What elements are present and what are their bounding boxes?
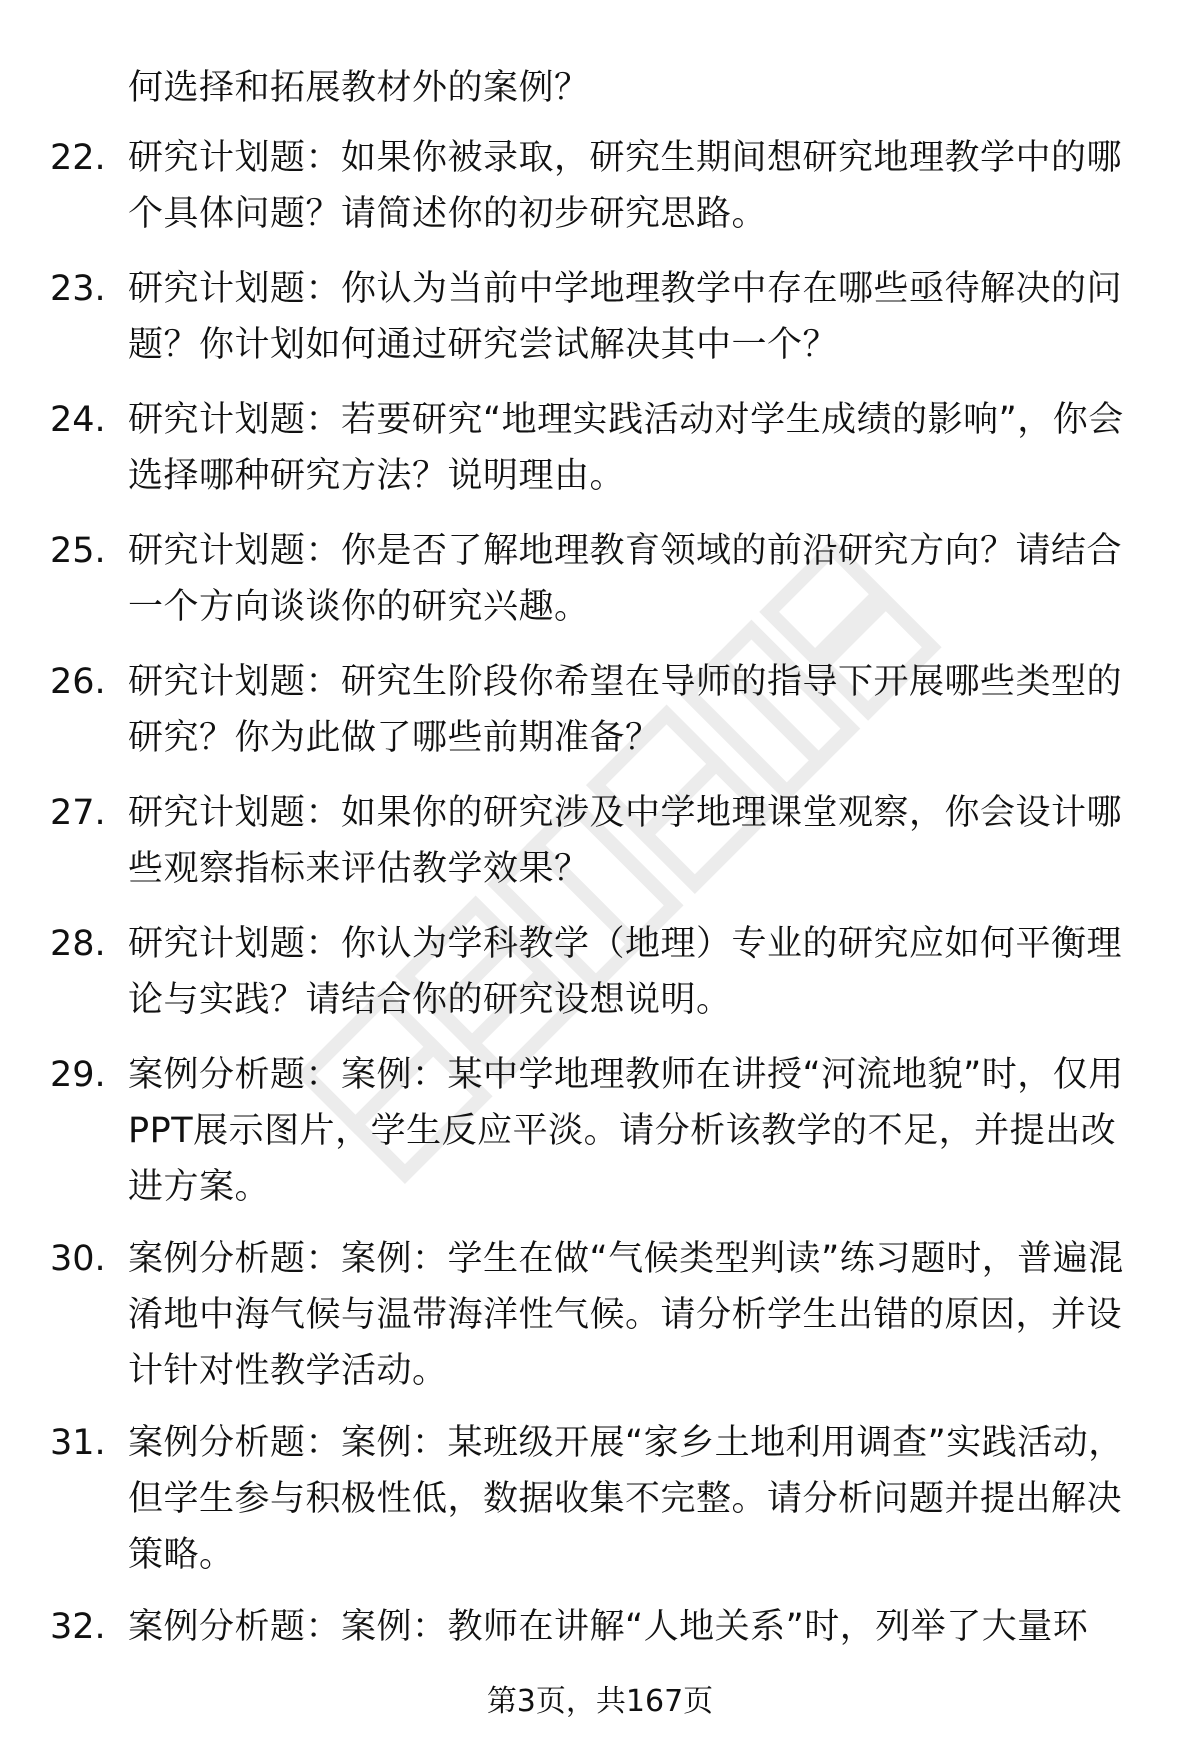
question-number: 27.: [50, 793, 106, 833]
question-text: 研究计划题：若要研究“地理实践活动对学生成绩的影响”，你会选择哪种研究方法？说明理由。: [128, 400, 1124, 496]
question-text: 研究计划题：你是否了解地理教育领域的前沿研究方向？请结合一个方向谈谈你的研究兴趣。: [128, 531, 1123, 627]
question-text: 研究计划题：你认为当前中学地理教学中存在哪些亟待解决的问题？你计划如何通过研究尝试解决其中一个？: [128, 269, 1123, 365]
question-number: 22.: [50, 138, 106, 178]
question-number: 24.: [50, 400, 106, 440]
question-number: 23.: [50, 269, 106, 309]
question-number: 30.: [50, 1239, 106, 1279]
question-number: 26.: [50, 662, 106, 702]
question-number: 28.: [50, 924, 106, 964]
question-number: 29.: [50, 1055, 106, 1095]
question-text: 案例分析题：案例：某中学地理教师在讲授“河流地貌”时，仅用PPT展示图片，学生反应平淡。请分析该教学的不足，并提出改进方案。: [128, 1055, 1124, 1207]
question-text: 研究计划题：研究生阶段你希望在导师的指导下开展哪些类型的研究？你为此做了哪些前期准备？: [128, 662, 1123, 758]
question-number: 25.: [50, 531, 106, 571]
question-text: 案例分析题：案例：教师在讲解“人地关系”时，列举了大量环: [128, 1607, 1089, 1647]
question-text: 案例分析题：案例：某班级开展“家乡土地利用调查”实践活动，但学生参与积极性低，数据收集不完整。请分析问题并提出解决策略。: [128, 1423, 1124, 1575]
question-number: 32.: [50, 1607, 106, 1647]
question-text: 案例分析题：案例：学生在做“气候类型判读”练习题时，普遍混淆地中海气候与温带海洋性气候。请分析学生出错的原因，并设计针对性教学活动。: [128, 1239, 1124, 1391]
page-number-footer: 第3页，共167页: [486, 1684, 714, 1719]
question-text: 研究计划题：你认为学科教学（地理）专业的研究应如何平衡理论与实践？请结合你的研究设想说明。: [128, 924, 1123, 1020]
question-text: 研究计划题：如果你被录取，研究生期间想研究地理教学中的哪个具体问题？请简述你的初步研究思路。: [128, 138, 1123, 234]
question-number: 31.: [50, 1423, 106, 1463]
continued-question-text: 何选择和拓展教材外的案例？: [128, 68, 590, 108]
question-text: 研究计划题：如果你的研究涉及中学地理课堂观察，你会设计哪些观察指标来评估教学效果？: [128, 793, 1123, 889]
